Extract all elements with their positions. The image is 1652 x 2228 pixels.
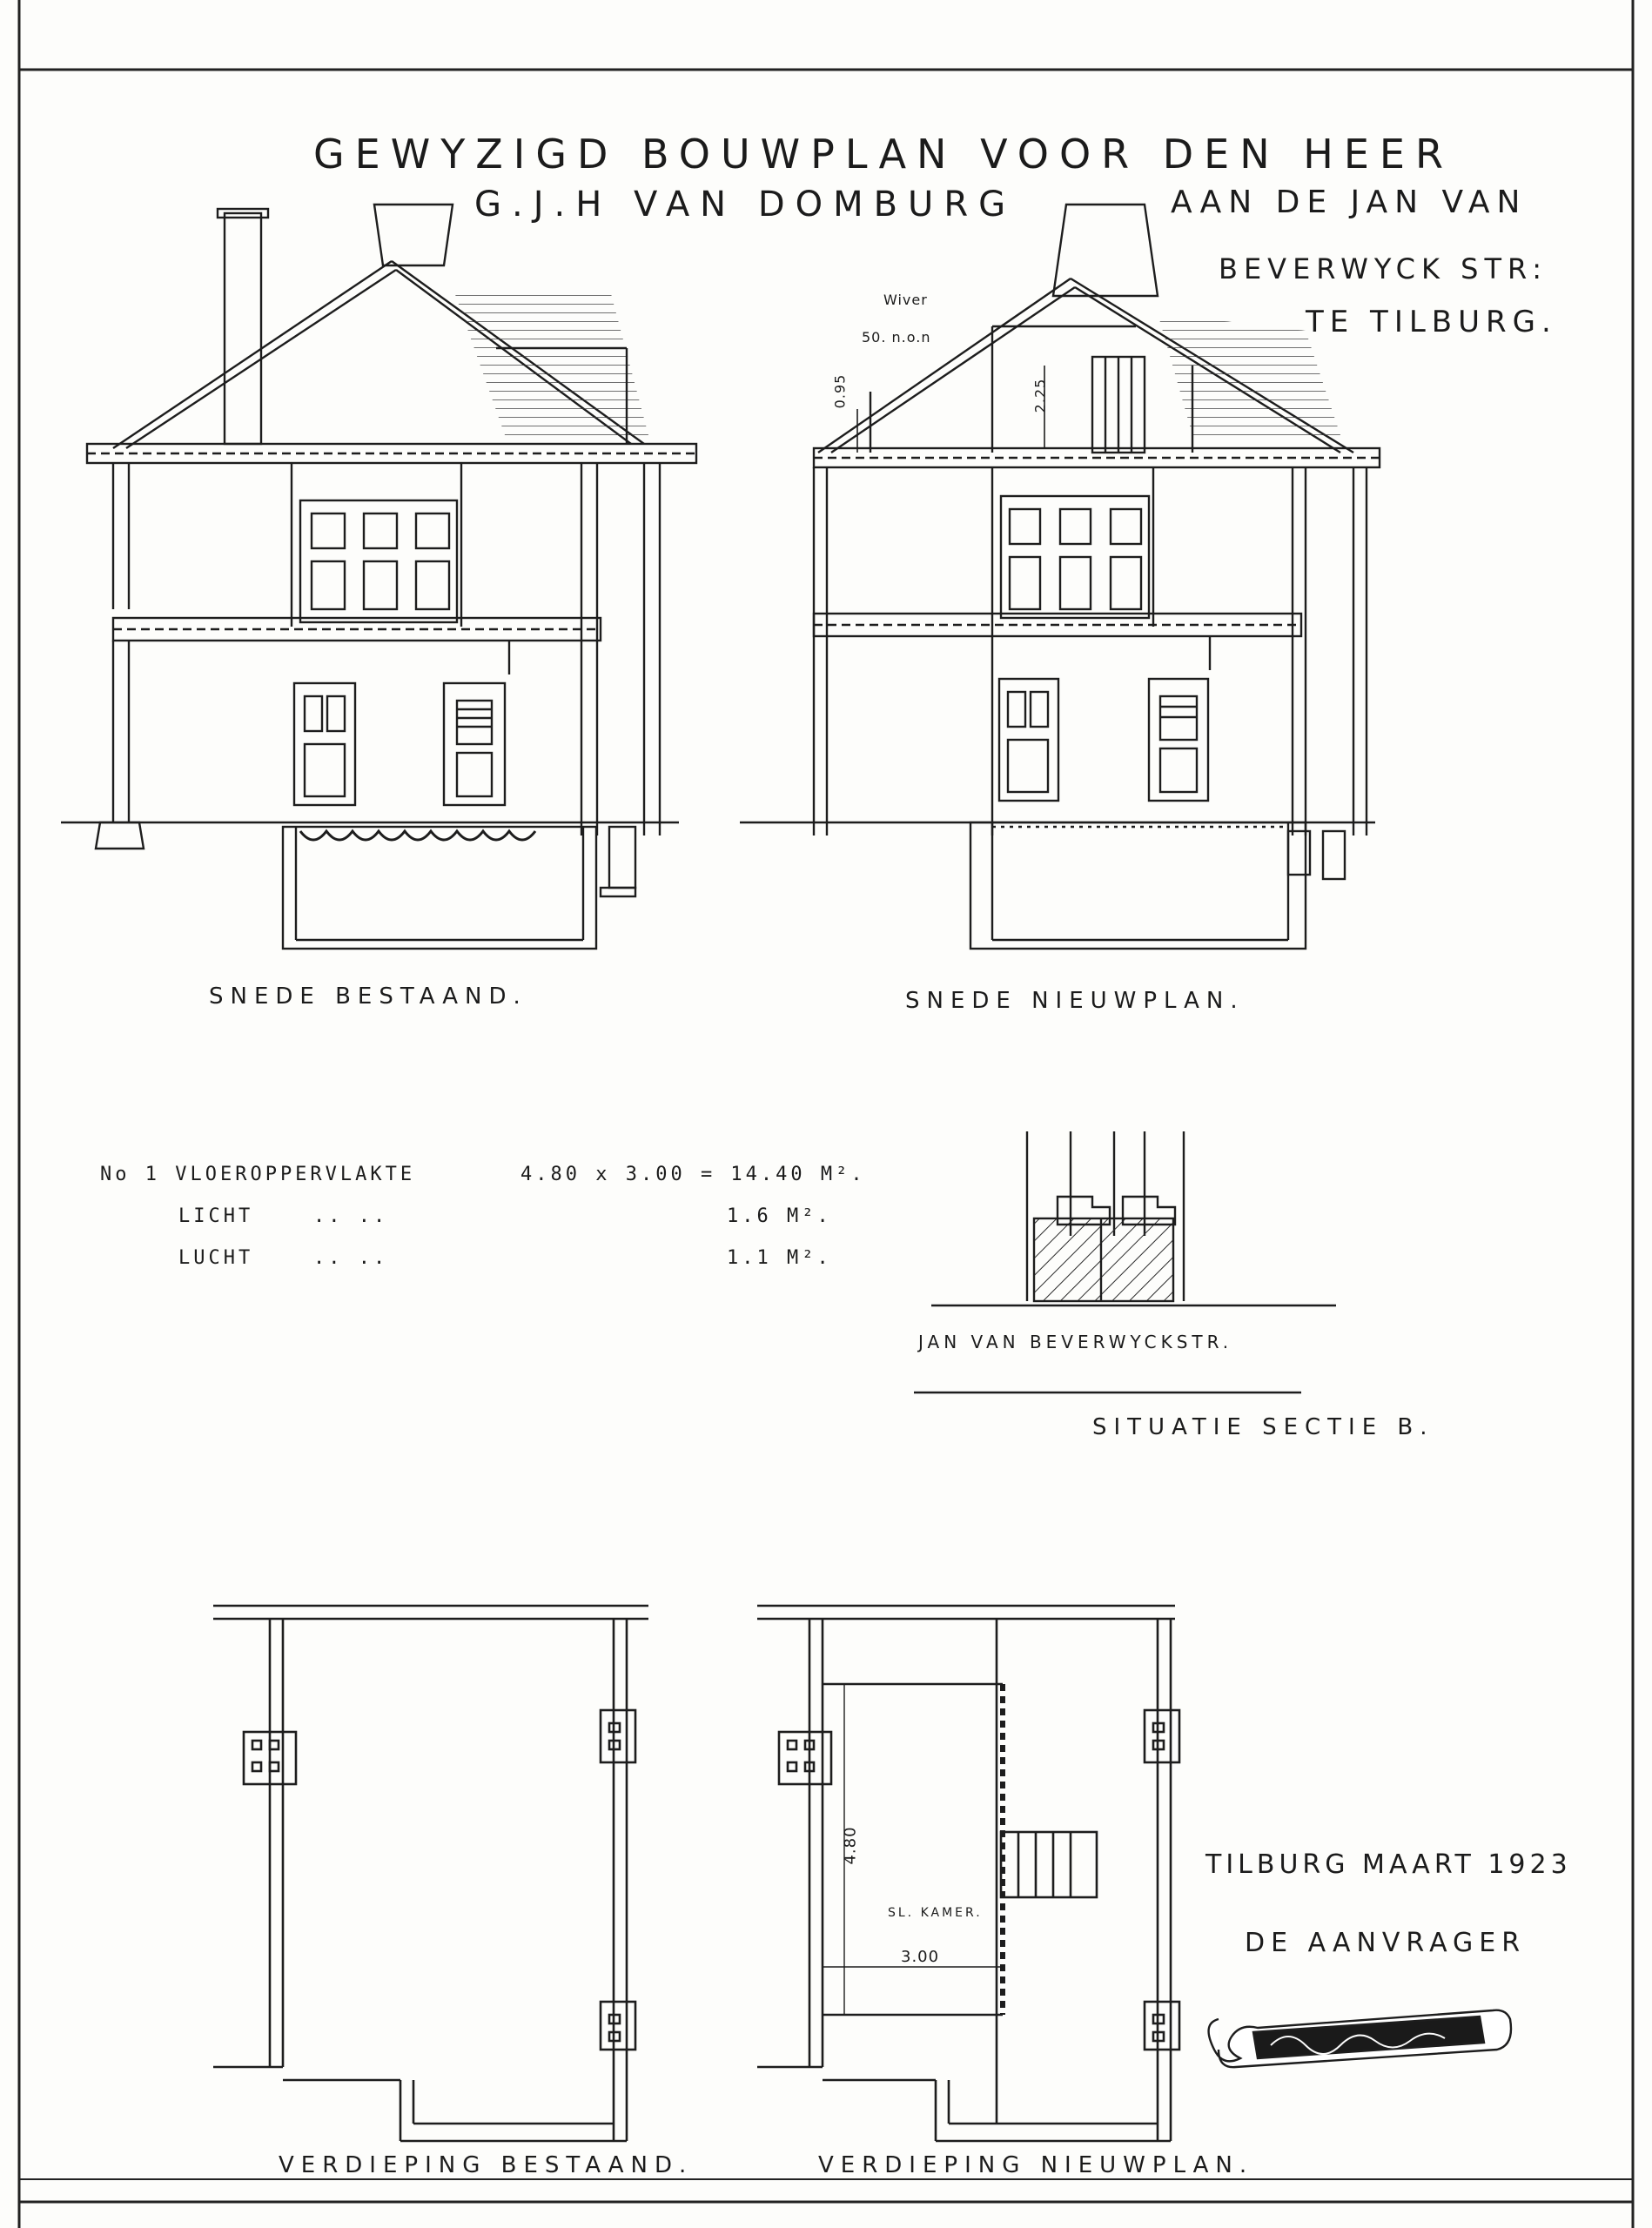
dim-length: 4.80	[841, 1826, 860, 1865]
caption-section-existing: SNEDE BESTAAND.	[209, 983, 527, 1010]
annotation-dim-225: 2.25	[1031, 378, 1049, 413]
title-line2b: AAN DE JAN VAN	[1171, 185, 1528, 220]
applicant-label: DE AANVRAGER	[1245, 1928, 1527, 1958]
calc-row2-ditto: .. ..	[313, 1205, 389, 1227]
floorplan-existing	[213, 1606, 648, 2141]
caption-situation: SITUATIE SECTIE B.	[1092, 1414, 1434, 1440]
street-label: JAN VAN BEVERWYCKSTR.	[918, 1332, 1233, 1352]
title-line1: GEWYZIGD BOUWPLAN VOOR DEN HEER	[313, 131, 1454, 178]
caption-floor-new: VERDIEPING NIEUWPLAN.	[818, 2152, 1254, 2178]
calc-row3-label: LUCHT	[178, 1247, 254, 1269]
place-date: TILBURG MAART 1923	[1205, 1849, 1572, 1880]
title-line4: TE TILBURG.	[1306, 305, 1557, 339]
calc-row1-value: 4.80 x 3.00 = 14.40 M².	[520, 1164, 866, 1185]
calc-row3-value: 1.1 M².	[727, 1247, 832, 1269]
calc-row2-label: LICHT	[178, 1205, 254, 1227]
section-existing	[61, 205, 696, 949]
caption-section-new: SNEDE NIEUWPLAN.	[905, 988, 1245, 1014]
title-line2: G.J.H VAN DOMBURG	[474, 185, 1017, 225]
room-label: SL. KAMER.	[888, 1906, 983, 1920]
caption-floor-existing: VERDIEPING BESTAAND.	[279, 2152, 694, 2178]
signature-scroll	[1209, 2010, 1511, 2067]
floorplan-new	[757, 1606, 1179, 2141]
annotation-window: Wiver	[883, 292, 928, 308]
calc-row2-value: 1.6 M².	[727, 1205, 832, 1227]
calc-row1-label: No 1 VLOEROPPERVLAKTE	[100, 1164, 416, 1185]
title-line3: BEVERWYCK STR:	[1219, 252, 1548, 285]
dim-width: 3.00	[901, 1948, 940, 1966]
section-new	[740, 205, 1380, 949]
annotation-dim-095: 0.95	[831, 373, 849, 409]
situation-plan	[914, 1131, 1336, 1392]
annotation-level: 50. n.o.n	[862, 329, 931, 346]
calc-row3-ditto: .. ..	[313, 1247, 389, 1269]
